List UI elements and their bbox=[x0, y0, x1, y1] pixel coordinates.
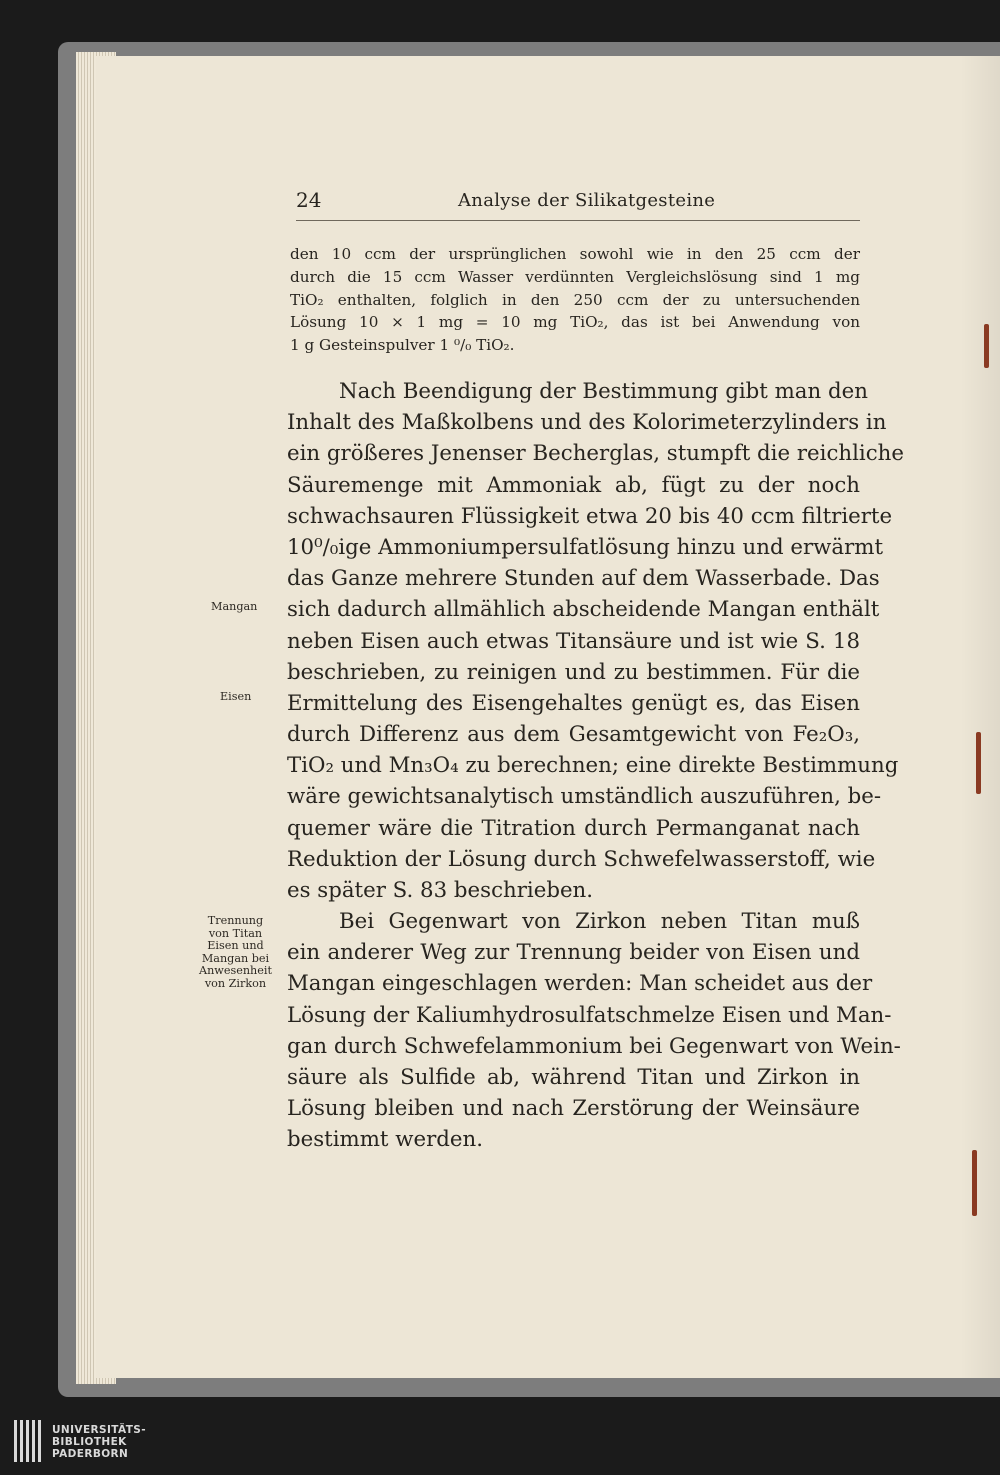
text-line: Säuremenge mit Ammoniak ab, fügt zu der noch bbox=[287, 472, 860, 498]
margin-note-line: von Titan bbox=[208, 926, 263, 940]
text-line: durch die 15 ccm Wasser verdünnten Vergleichslösung sind 1 mg bbox=[290, 267, 860, 286]
paragraph-small-print bbox=[290, 243, 860, 357]
margin-note-line: Mangan bei bbox=[201, 951, 270, 965]
text-line: Lösung 10 × 1 mg = 10 mg TiO₂, das ist bei Anwendung von bbox=[290, 313, 860, 332]
text-line: 10⁰/₀ige Ammoniumpersulfatlösung hinzu und erwärmt bbox=[287, 534, 884, 560]
margin-note-mangan: Mangan bbox=[211, 600, 258, 613]
margin-note-eisen: Eisen bbox=[220, 690, 252, 703]
paragraph-main bbox=[287, 376, 904, 906]
margin-note-line: Eisen und bbox=[207, 939, 264, 953]
text-line: säure als Sulfide ab, während Titan und Zirkon in bbox=[287, 1064, 860, 1090]
library-logo-line: UNIVERSITÄTS- bbox=[52, 1424, 147, 1436]
text-line: 1 g Gesteinspulver 1 ⁰/₀ TiO₂. bbox=[290, 336, 515, 355]
text-line: wäre gewichtsanalytisch umständlich auszuführen, be- bbox=[287, 784, 882, 810]
page-tab bbox=[976, 732, 981, 794]
text-line: bestimmt werden. bbox=[287, 1127, 483, 1153]
text-line: quemer wäre die Titration durch Permanganat nach bbox=[287, 815, 860, 841]
text-line: schwachsauren Flüssigkeit etwa 20 bis 40 ccm filtrierte bbox=[287, 503, 893, 529]
library-logo-line: BIBLIOTHEK bbox=[52, 1436, 127, 1448]
text-line: ein anderer Weg zur Trennung beider von Eisen und bbox=[287, 940, 860, 966]
margin-note-line: Trennung bbox=[207, 914, 264, 927]
text-line: TiO₂ enthalten, folglich in den 250 ccm der zu untersuchenden bbox=[290, 290, 860, 309]
library-logo-text bbox=[52, 1424, 146, 1460]
running-head: Analyse der Silikatgesteine bbox=[458, 190, 716, 211]
margin-note-line: von Zirkon bbox=[204, 976, 267, 990]
text-line: den 10 ccm der ursprünglichen sowohl wie in den 25 ccm der bbox=[290, 245, 860, 263]
text-line: Bei Gegenwart von Zirkon neben Titan muß bbox=[339, 909, 860, 934]
text-line: gan durch Schwefelammonium bei Gegenwart von Wein- bbox=[287, 1033, 901, 1059]
text-line: es später S. 83 beschrieben. bbox=[287, 878, 594, 903]
paragraph-main bbox=[287, 906, 901, 1156]
page-gutter-shadow bbox=[960, 56, 1000, 1378]
library-logo bbox=[14, 1416, 174, 1466]
text-line: Nach Beendigung der Bestimmung gibt man den bbox=[339, 379, 868, 404]
book-page bbox=[96, 56, 1000, 1378]
margin-note-zirkon bbox=[199, 915, 272, 991]
text-line: sich dadurch allmählich abscheidende Mangan enthält bbox=[287, 597, 880, 623]
page-number: 24 bbox=[296, 188, 322, 212]
page-tab bbox=[984, 324, 989, 368]
text-line: Lösung der Kaliumhydrosulfatschmelze Eisen und Man- bbox=[287, 1002, 892, 1028]
text-line: beschrieben, zu reinigen und zu bestimmen. Für die bbox=[287, 659, 860, 685]
text-line: Mangan eingeschlagen werden: Man scheidet aus der bbox=[287, 971, 873, 997]
page-header bbox=[296, 188, 860, 221]
library-logo-icon bbox=[14, 1420, 44, 1462]
text-line: Inhalt des Maßkolbens und des Kolorimeterzylinders in bbox=[287, 410, 887, 436]
text-line: Reduktion der Lösung durch Schwefelwasserstoff, wie bbox=[287, 846, 876, 872]
text-line: neben Eisen auch etwas Titansäure und ist wie S. 18 bbox=[287, 628, 860, 654]
page-tab bbox=[972, 1150, 977, 1216]
text-line: ein größeres Jenenser Becherglas, stumpft die reichliche bbox=[287, 441, 904, 467]
text-line: Ermittelung des Eisengehaltes genügt es, das Eisen bbox=[287, 690, 860, 716]
text-line: durch Differenz aus dem Gesamtgewicht von Fe₂O₃, bbox=[287, 722, 860, 748]
library-logo-line: PADERBORN bbox=[52, 1448, 129, 1460]
margin-note-line: Anwesenheit bbox=[199, 964, 272, 978]
text-line: TiO₂ und Mn₃O₄ zu berechnen; eine direkte Bestimmung bbox=[287, 753, 899, 779]
text-line: Lösung bleiben und nach Zerstörung der Weinsäure bbox=[287, 1096, 860, 1122]
text-line: das Ganze mehrere Stunden auf dem Wasserbade. Das bbox=[287, 566, 880, 592]
